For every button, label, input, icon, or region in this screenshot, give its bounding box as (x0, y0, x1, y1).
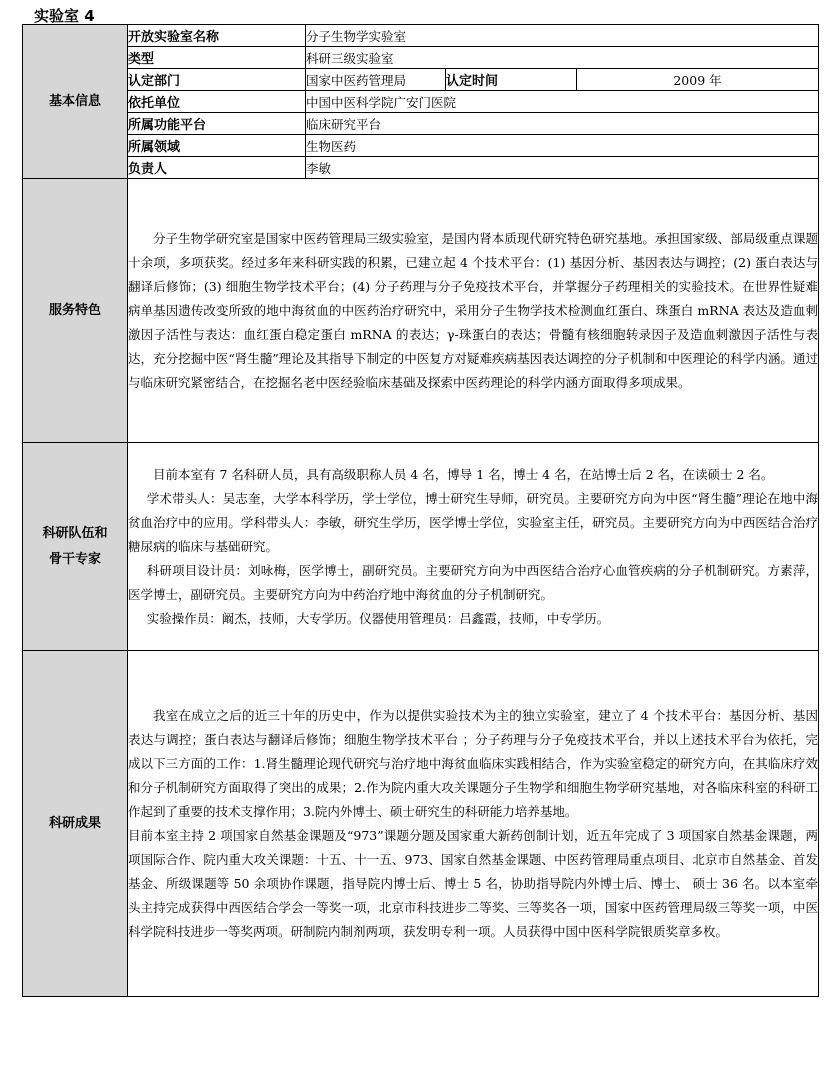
host-value: 中国中医科学院广安门医院 (306, 91, 819, 113)
team-paragraph-2: 学术带头人：吴志奎，大学本科学历，学士学位，博士研究生导师，研究员。主要研究方向为中医“肾生髓”理论在地中海贫血治疗中的应用。学科带头人：李敏，研究生学历，医学博士学位，实验室主任，研究员。主要研究方向为中西医结合治疗糖尿病的临床与基础研究。 (128, 490, 818, 554)
time-label: 认定时间 (446, 69, 577, 91)
results-paragraph-2: 目前本室主持 2 项国家自然基金课题及“973”课题分题及国家重大新药创制计划，近五年完成了 3 项国家自然基金课题，两项国际合作、院内重大攻关课题：十五、十一五、973、国家自然基金课题、中医药管理局重点项目、北京市自然基金、首发基金、所级课题等 50 余项协作课题，指导院内博士后、博士 5 名，协助指导院内外博士后、博士、 硕士 36 名。以本室牵头主持完成获得中西医结合学会一等奖一项，北京市科技进步二等奖、三等奖各一项，国家中医药管理局级三等奖一项，中医科学院科技进步一等奖两项。研制院内制剂两项，获发明专利一项。人员获得中国中医科学院银质奖章多枚。 (128, 827, 818, 939)
platform-value: 临床研究平台 (306, 113, 819, 135)
section-team-line1: 科研队伍和 (42, 525, 108, 541)
service-paragraph: 分子生物学研究室是国家中医药管理局三级实验室，是国内肾本质现代研究特色研究基地。承担国家级、部局级重点课题十余项，多项获奖。经过多年来科研实践的积累，已建立起 4 个技术平台：(1) 基因分析、基因表达与调控；(2) 蛋白表达与翻译后修饰；(3) 细胞生物学技术平台；(4) 分子药理与分子免疫技术平台，并掌握分子药理相关的实验技术。在世界性疑难病单基因遗传改变所致的地中海贫血的中医药治疗研究中，采用分子生物学技术检测血红蛋白、珠蛋白 mRNA 表达及造血刺激因子活性与表达：血红蛋白稳定蛋白 mRNA 的表达；γ-珠蛋白的表达；骨髓有核细胞转录因子及造血刺激因子活性与表达，充分挖掘中医“肾生髓”理论及其指导下制定的中医复方对疑难疾病基因表达调控的分子机制和中医理论的科学内涵。通过与临床研究紧密结合，在挖掘名老中医经验临床基础及探索中医药理论的科学内涵方面取得多项成果。 (128, 230, 818, 390)
platform-label: 所属功能平台 (128, 113, 306, 135)
section-team (23, 443, 128, 651)
field-value: 生物医药 (306, 135, 819, 157)
type-label: 类型 (128, 47, 306, 69)
results-text-cell (128, 651, 819, 997)
lab-name-value: 分子生物学实验室 (306, 25, 819, 47)
results-paragraph-1: 我室在成立之后的近三十年的历史中，作为以提供实验技术为主的独立实验室，建立了 4 个技术平台：基因分析、基因表达与调控；蛋白表达与翻译后修饰；细胞生物学技术平台 ；分子药理与分子免疫技术平台，并以上述技术平台为依托，完成以下三方面的工作：1.肾生髓理论现代研究与治疗地中海贫血临床实践相结合，作为实验室稳定的研究方向，在其临床疗效和分子机制研究方面取得了突出的成果；2.作为院内重大攻关课题分子生物学和细胞生物学研究基地，对各临床科室的科研工作起到了重要的技术支撑作用；3.院内外博士、硕士研究生的科研能力培养基地。 (128, 707, 818, 819)
lead-value: 李敏 (306, 157, 819, 179)
type-value: 科研三级实验室 (306, 47, 819, 69)
team-paragraph-4: 实验操作员：阚杰，技师，大专学历。仪器使用管理员：吕鑫霞，技师，中专学历。 (146, 610, 610, 626)
dept-value: 国家中医药管理局 (306, 69, 446, 91)
lead-label: 负责人 (128, 157, 306, 179)
lab-info-table (22, 24, 819, 997)
time-value: 2009 年 (577, 69, 819, 91)
team-paragraph-3: 科研项目设计员：刘咏梅，医学博士，副研究员。主要研究方向为中西医结合治疗心血管疾病的分子机制研究。方素萍，医学博士，副研究员。主要研究方向为中药治疗地中海贫血的分子机制研究。 (128, 562, 818, 602)
host-label: 依托单位 (128, 91, 306, 113)
lab-name-label: 开放实验室名称 (128, 25, 306, 47)
team-paragraph-1: 目前本室有 7 名科研人员，具有高级职称人员 4 名，博导 1 名，博士 4 名，在站博士后 2 名，在读硕士 2 名。 (153, 466, 774, 482)
service-text-cell (128, 179, 819, 443)
page-title: 实验室 4 (34, 7, 95, 25)
section-basic-info: 基本信息 (23, 25, 128, 179)
team-text-cell (128, 443, 819, 651)
section-service: 服务特色 (23, 179, 128, 443)
dept-label: 认定部门 (128, 69, 306, 91)
section-team-line2: 骨干专家 (48, 551, 101, 567)
field-label: 所属领域 (128, 135, 306, 157)
section-results: 科研成果 (23, 651, 128, 997)
